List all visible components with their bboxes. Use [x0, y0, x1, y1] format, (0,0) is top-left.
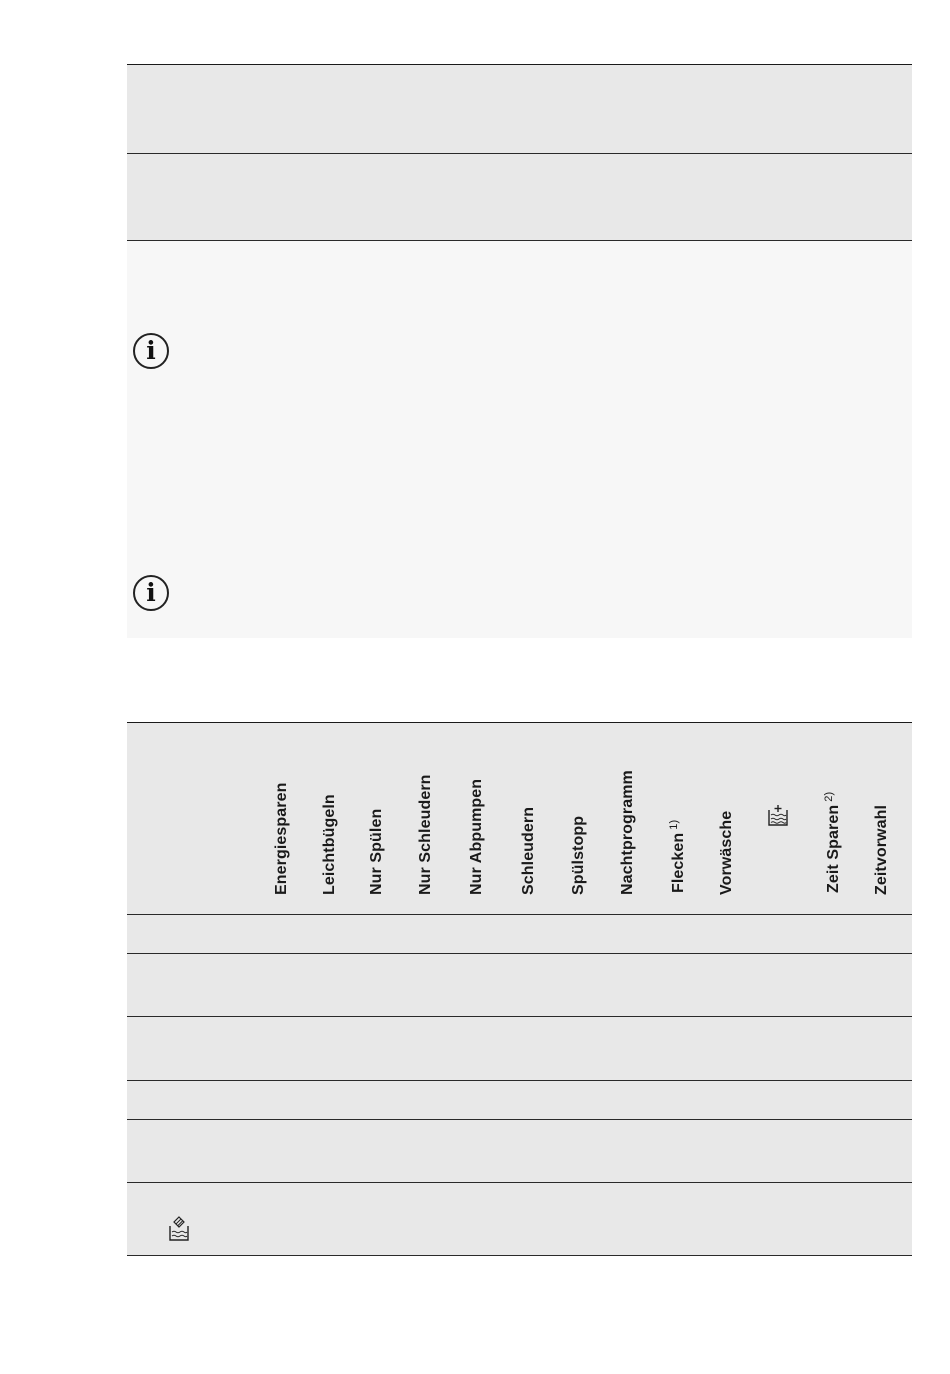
column-label: Energiesparen	[273, 782, 290, 895]
column-header-vorwaesche	[707, 728, 747, 913]
column-label: Nur Schleudern	[417, 774, 434, 895]
table-row	[127, 1081, 912, 1119]
column-label: Vorwäsche	[718, 810, 735, 895]
column-header-nur-abpumpen	[457, 728, 497, 913]
column-label: Nur Spülen	[368, 808, 385, 895]
column-header-nur-spuelen	[357, 728, 397, 913]
column-header-leichtbuegeln	[310, 728, 350, 913]
column-header-flecken	[658, 728, 698, 913]
column-label: Zeit Sparen	[825, 804, 843, 893]
column-label: Flecken	[670, 832, 688, 893]
table-row	[127, 954, 912, 1016]
top-table-row-2	[127, 154, 912, 240]
table-row	[127, 1120, 912, 1182]
info-icon: i	[133, 575, 169, 611]
info-icon: i	[133, 333, 169, 369]
column-label: Zeitvorwahl	[873, 804, 890, 895]
table-row	[127, 1183, 912, 1255]
info-notes-panel	[127, 241, 912, 638]
steam-icon	[168, 1215, 190, 1241]
column-header-nachtprogramm	[608, 728, 648, 913]
table-row	[127, 1017, 912, 1080]
column-label: Spülstopp	[570, 815, 587, 895]
table-row	[127, 915, 912, 953]
column-header-zeitvorwahl	[862, 728, 902, 913]
column-label: Nur Abpumpen	[468, 778, 485, 895]
column-label: Nachtprogramm	[619, 770, 636, 895]
options-table-header	[127, 723, 912, 914]
top-table-row-1	[127, 65, 912, 153]
column-header-schleudern	[509, 728, 549, 913]
options-table-bottom-rule	[127, 1255, 912, 1256]
footnote-marker: 2)	[822, 791, 835, 802]
extra-rinse-icon	[767, 804, 789, 826]
column-header-energiesparen	[262, 728, 302, 913]
column-label: Schleudern	[520, 806, 537, 895]
footnote-marker: 1)	[667, 819, 680, 830]
column-header-zeit-sparen	[813, 728, 853, 913]
column-header-nur-schleudern	[406, 728, 446, 913]
column-label: Leichtbügeln	[321, 794, 338, 895]
column-header-spuelstopp	[559, 728, 599, 913]
